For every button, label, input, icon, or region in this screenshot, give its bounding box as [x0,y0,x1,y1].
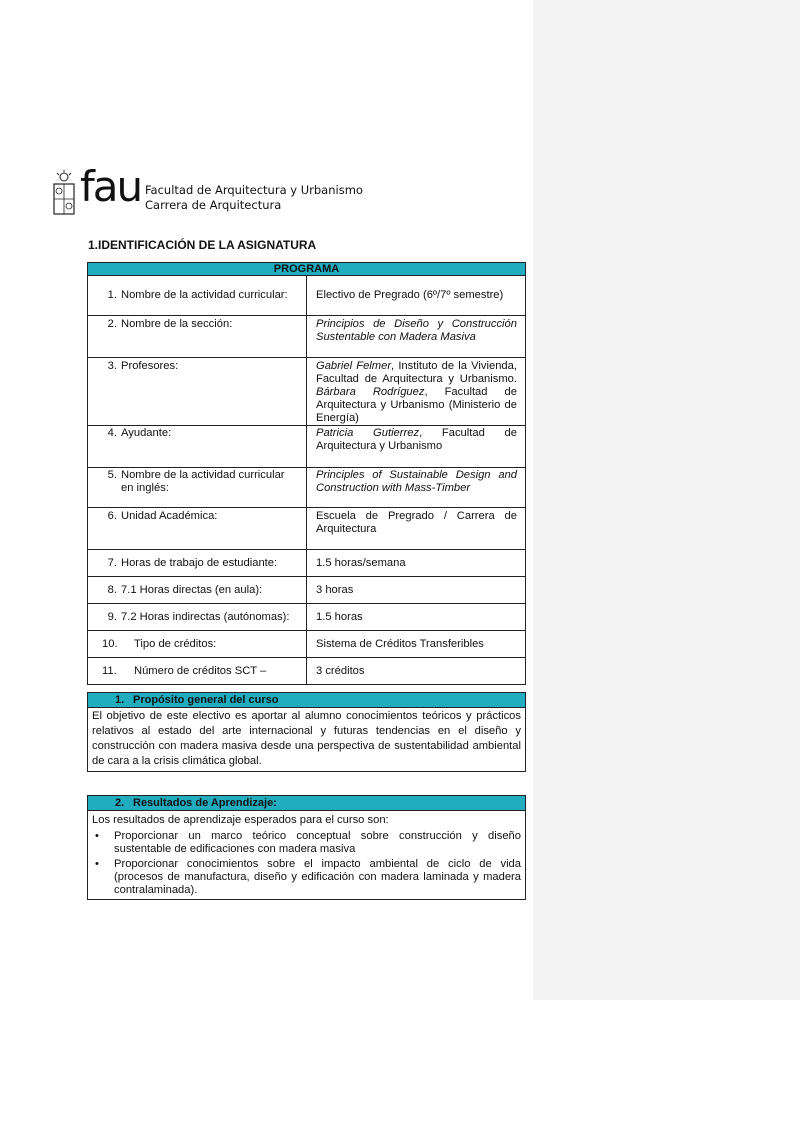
row-label: Tipo de créditos: [134,638,217,650]
row-value: Electivo de Pregrado (6º/7º semestre) [316,289,504,301]
row-label: Nombre de la actividad curricular: [121,289,288,301]
comment-pane [533,0,800,1000]
row-label: Ayudante: [121,427,172,439]
program-table-title: PROGRAMA [88,263,526,276]
row-value: 1.5 horas [316,611,363,623]
table-row: 10. Tipo de créditos: Sistema de Créditos Transferibles [88,631,526,658]
outcomes-intro: Los resultados de aprendizaje esperados para el curso son: [92,814,389,826]
outcomes-title: Resultados de Aprendizaje: [133,797,277,809]
bullet-icon: • [95,858,99,870]
institution-name [145,183,405,213]
purpose-section [87,692,526,772]
row-label: Profesores: [121,360,179,372]
row-label: Nombre de la actividad curricular [121,469,285,481]
row-value: Patricia Gutierrez, Facultad de Arquitectura y Urbanismo [316,427,518,452]
row-value: 3 créditos [316,665,365,677]
row-label: 7.2 Horas indirectas (autónomas): [121,611,290,623]
table-row: 5. Nombre de la actividad curricular en inglés: Principles of Sustainable Design and Construction with Mass-Timber [88,468,526,508]
bullet-icon: • [95,830,99,842]
row-label: Nombre de la sección: [121,318,233,330]
section-title: 1.IDENTIFICACIÓN DE LA ASIGNATURA [88,238,317,252]
table-row: 11. Número de créditos SCT – 3 créditos [88,658,526,685]
outcomes-list [92,830,521,897]
institution-line-1: Facultad de Arquitectura y Urbanismo [145,183,363,197]
row-value: Principles of Sustainable Design and Construction with Mass-Timber [316,469,517,494]
assistant-name: Patricia Gutierrez [316,427,420,439]
fau-logo: fau [80,162,142,211]
row-value: Escuela de Pregrado / Carrera de Arquitectura [316,510,517,535]
list-item: • Proporcionar un marco teórico conceptual sobre construcción y diseño sustentable de edificaciones con madera masiva [95,830,521,855]
purpose-text: El objetivo de este electivo es aportar al alumno conocimientos teóricos y prácticos relativos al estado del arte internacional y futuras tendencias en el diseño y construcción con madera masiva desde una perspectiva de sustentabilidad ambiental de cara a la crisis climática global. [92,710,521,767]
table-row: 9. 7.2 Horas indirectas (autónomas): 1.5 horas [88,604,526,631]
row-label: Unidad Académica: [121,510,218,522]
row-value: 1.5 horas/semana [316,557,406,569]
table-row: 4. Ayudante: Patricia Gutierrez, Facultad de Arquitectura y Urbanismo [88,426,526,468]
table-row: 8. 7.1 Horas directas (en aula): 3 horas [88,577,526,604]
university-crest-icon [53,170,75,216]
list-item: • Proporcionar conocimientos sobre el impacto ambiental de ciclo de vida (procesos de manufactura, diseño y edificación con madera laminada y madera contralaminada). [95,858,521,896]
row-value: Principios de Diseño y Construcción Sustentable con Madera Masiva [316,318,517,343]
row-value: Gabriel Felmer, Instituto de la Vivienda, Facultad de Arquitectura y Urbanismo. Bárbara Rodríguez, Facultad de Arquitectura y Urbanismo (Ministerio de Energía) [316,360,517,424]
program-table [87,262,526,685]
professor-name: Gabriel Felmer [316,360,392,372]
institution-line-2: Carrera de Arquitectura [145,198,282,212]
table-row: 3. Profesores: Gabriel Felmer, Instituto de la Vivienda, Facultad de Arquitectura y Urbanismo. Bárbara Rodríguez, Facultad de Arquitectura y Urbanismo (Ministerio de Energía) [88,358,526,426]
row-value: 3 horas [316,584,354,596]
table-row: 6. Unidad Académica: Escuela de Pregrado / Carrera de Arquitectura [88,508,526,550]
row-label: 7.1 Horas directas (en aula): [121,584,263,596]
professor-name: Bárbara Rodríguez [316,386,425,398]
purpose-header: 1. Propósito general del curso [88,693,525,708]
outcomes-header: 2. Resultados de Aprendizaje: [88,796,525,811]
table-row: 2. Nombre de la sección: Principios de Diseño y Construcción Sustentable con Madera Masiva [88,316,526,358]
row-label: Horas de trabajo de estudiante: [121,557,278,569]
row-value: Sistema de Créditos Transferibles [316,638,484,650]
row-label: Número de créditos SCT – [134,665,267,677]
purpose-title: Propósito general del curso [133,694,279,706]
table-row: 7. Horas de trabajo de estudiante: 1.5 horas/semana [88,550,526,577]
learning-outcomes-section [87,795,526,900]
table-row: 1. Nombre de la actividad curricular: Electivo de Pregrado (6º/7º semestre) [88,276,526,316]
